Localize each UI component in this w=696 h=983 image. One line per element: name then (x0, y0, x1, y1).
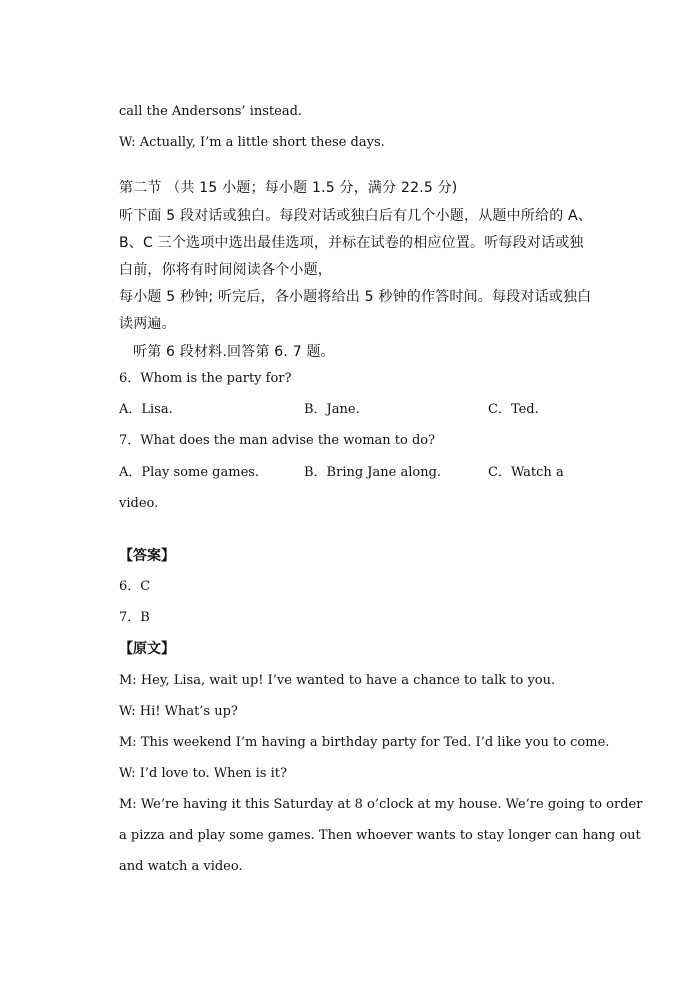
instruction-line: 听下面 5 段对话或独白。每段对话或独白后有几个小题，从题中所给的 A、 (119, 208, 593, 224)
question-stem: 7．What does the man advise the woman to do? (119, 433, 436, 448)
transcript-line: a pizza and play some games. Then whoever wants to stay longer can hang out (119, 828, 641, 843)
option-c: C．Ted. (488, 402, 539, 417)
section-title: 第二节 （共 15 小题；每小题 1.5 分，满分 22.5 分) (119, 180, 458, 196)
transcript-heading: 【原文】 (119, 641, 175, 657)
instruction-line: 读两遍。 (119, 316, 176, 332)
question-stem: 6．Whom is the party for? (119, 371, 292, 386)
transcript-line: M: This weekend I’m having a birthday party for Ted. I’d like you to come. (119, 735, 610, 750)
text-line: W: Actually, I’m a little short these days. (119, 135, 385, 150)
answer-item: 7．B (119, 610, 150, 625)
instruction-line: 白前，你将有时间阅读各个小题， (119, 262, 332, 278)
transcript-line: M: Hey, Lisa, wait up! I’ve wanted to have a chance to talk to you. (119, 673, 556, 688)
option-c: C．Watch a (488, 465, 564, 480)
option-b: B．Jane. (304, 402, 360, 417)
transcript-line: and watch a video. (119, 859, 243, 874)
transcript-line: W: Hi! What’s up? (119, 704, 238, 719)
answer-item: 6．C (119, 579, 151, 594)
text-line: call the Andersons’ instead. (119, 104, 303, 119)
option-continuation: video. (119, 496, 159, 511)
transcript-line: M: We’re having it this Saturday at 8 o’clock at my house. We’re going to order (119, 797, 643, 812)
instruction-line: B、C 三个选项中选出最佳选项，并标在试卷的相应位置。听每段对话或独 (119, 235, 584, 251)
option-b: B．Bring Jane along. (304, 465, 442, 480)
instruction-line: 每小题 5 秒钟; 听完后，各小题将给出 5 秒钟的作答时间。每段对话或独白 (119, 289, 592, 305)
option-a: A．Play some games. (119, 465, 260, 480)
answer-heading: 【答案】 (119, 548, 175, 564)
option-a: A．Lisa. (119, 402, 173, 417)
transcript-line: W: I’d love to. When is it? (119, 766, 287, 781)
material-note: 听第 6 段材料.回答第 6. 7 题。 (133, 344, 335, 360)
